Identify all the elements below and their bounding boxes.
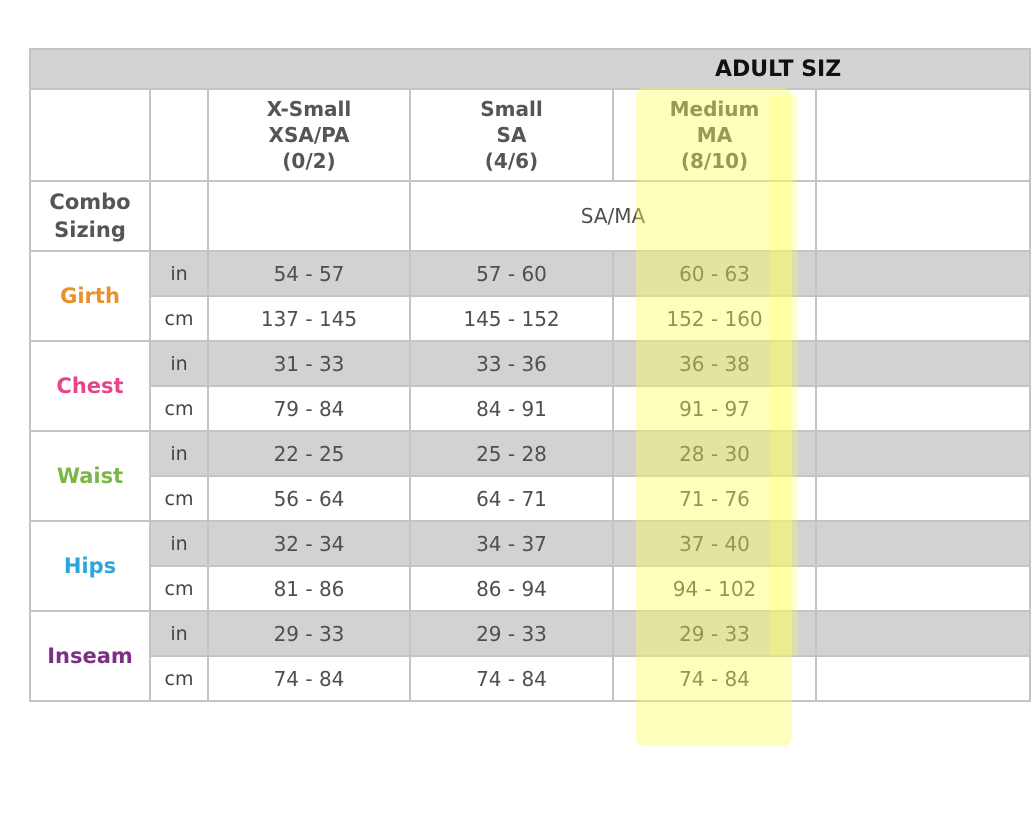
measurement-label-chest: Chest [30, 341, 150, 431]
table-row [30, 341, 1030, 386]
table-row [30, 476, 1030, 521]
size-chart-table [29, 48, 1031, 702]
table-row [30, 251, 1030, 296]
banner-title: ADULT SIZ [30, 49, 1030, 89]
value-cell: 152 - 160 [613, 296, 816, 341]
table-row [30, 566, 1030, 611]
value-cell: 86 - 94 [410, 566, 613, 611]
value-cell: 74 - 84 [410, 656, 613, 701]
measurement-label-waist: Waist [30, 431, 150, 521]
unit-cell: cm [150, 386, 208, 431]
value-cell: 32 - 34 [208, 521, 410, 566]
size-name: X-Small [266, 97, 352, 121]
table-row [30, 431, 1030, 476]
value-cell: 29 - 33 [613, 611, 816, 656]
cutoff-cell [816, 386, 1030, 431]
cutoff-cell [816, 521, 1030, 566]
cutoff-cell [816, 476, 1030, 521]
value-cell: 31 - 33 [208, 341, 410, 386]
cutoff-cell [816, 611, 1030, 656]
value-cell: 91 - 97 [613, 386, 816, 431]
cutoff-cell [816, 566, 1030, 611]
table-row [30, 386, 1030, 431]
value-cell: 60 - 63 [613, 251, 816, 296]
unit-cell: cm [150, 566, 208, 611]
unit-cell: in [150, 341, 208, 386]
column-header-xsmall [208, 89, 410, 181]
size-number: (4/6) [484, 149, 539, 173]
combo-xsmall-cell [208, 181, 410, 251]
cutoff-cell [816, 431, 1030, 476]
cutoff-cell [816, 341, 1030, 386]
cutoff-cell [816, 656, 1030, 701]
header-unit-blank-cell [150, 89, 208, 181]
combo-row [30, 181, 1030, 251]
size-name: Small [480, 97, 543, 121]
cutoff-cell [816, 296, 1030, 341]
value-cell: 29 - 33 [410, 611, 613, 656]
table-row [30, 521, 1030, 566]
unit-cell: in [150, 251, 208, 296]
value-cell: 79 - 84 [208, 386, 410, 431]
size-number: (0/2) [282, 149, 336, 173]
value-cell: 81 - 86 [208, 566, 410, 611]
combo-cutoff-cell [816, 181, 1030, 251]
combo-sizing-label [30, 181, 150, 251]
size-code: MA [696, 123, 733, 147]
value-cell: 137 - 145 [208, 296, 410, 341]
value-cell: 36 - 38 [613, 341, 816, 386]
value-cell: 84 - 91 [410, 386, 613, 431]
size-number: (8/10) [680, 149, 749, 173]
value-cell: 54 - 57 [208, 251, 410, 296]
value-cell: 56 - 64 [208, 476, 410, 521]
value-cell: 28 - 30 [613, 431, 816, 476]
value-cell: 145 - 152 [410, 296, 613, 341]
measurement-label-girth: Girth [30, 251, 150, 341]
value-cell: 74 - 84 [613, 656, 816, 701]
column-header-medium [613, 89, 816, 181]
header-row [30, 89, 1030, 181]
unit-cell: cm [150, 476, 208, 521]
value-cell: 57 - 60 [410, 251, 613, 296]
value-cell: 22 - 25 [208, 431, 410, 476]
measurement-rows [30, 251, 1030, 701]
value-cell: 25 - 28 [410, 431, 613, 476]
measurement-label-inseam: Inseam [30, 611, 150, 701]
combo-value: SA/MA [410, 181, 816, 251]
column-header-cutoff [816, 89, 1030, 181]
value-cell: 64 - 71 [410, 476, 613, 521]
combo-label-line2: Sizing [54, 218, 126, 242]
value-cell: 33 - 36 [410, 341, 613, 386]
cutoff-cell [816, 251, 1030, 296]
header-blank-cell [30, 89, 150, 181]
unit-cell: cm [150, 656, 208, 701]
unit-cell: in [150, 431, 208, 476]
combo-unit-blank-cell [150, 181, 208, 251]
table-row [30, 611, 1030, 656]
unit-cell: in [150, 611, 208, 656]
value-cell: 34 - 37 [410, 521, 613, 566]
size-code: SA [496, 123, 527, 147]
value-cell: 71 - 76 [613, 476, 816, 521]
value-cell: 94 - 102 [613, 566, 816, 611]
banner-row [30, 49, 1030, 89]
unit-cell: cm [150, 296, 208, 341]
value-cell: 37 - 40 [613, 521, 816, 566]
table-row [30, 656, 1030, 701]
size-name: Medium [669, 97, 760, 121]
column-header-small [410, 89, 613, 181]
measurement-label-hips: Hips [30, 521, 150, 611]
size-code: XSA/PA [268, 123, 350, 147]
table-row [30, 296, 1030, 341]
value-cell: 29 - 33 [208, 611, 410, 656]
unit-cell: in [150, 521, 208, 566]
value-cell: 74 - 84 [208, 656, 410, 701]
combo-label-line1: Combo [49, 190, 131, 214]
